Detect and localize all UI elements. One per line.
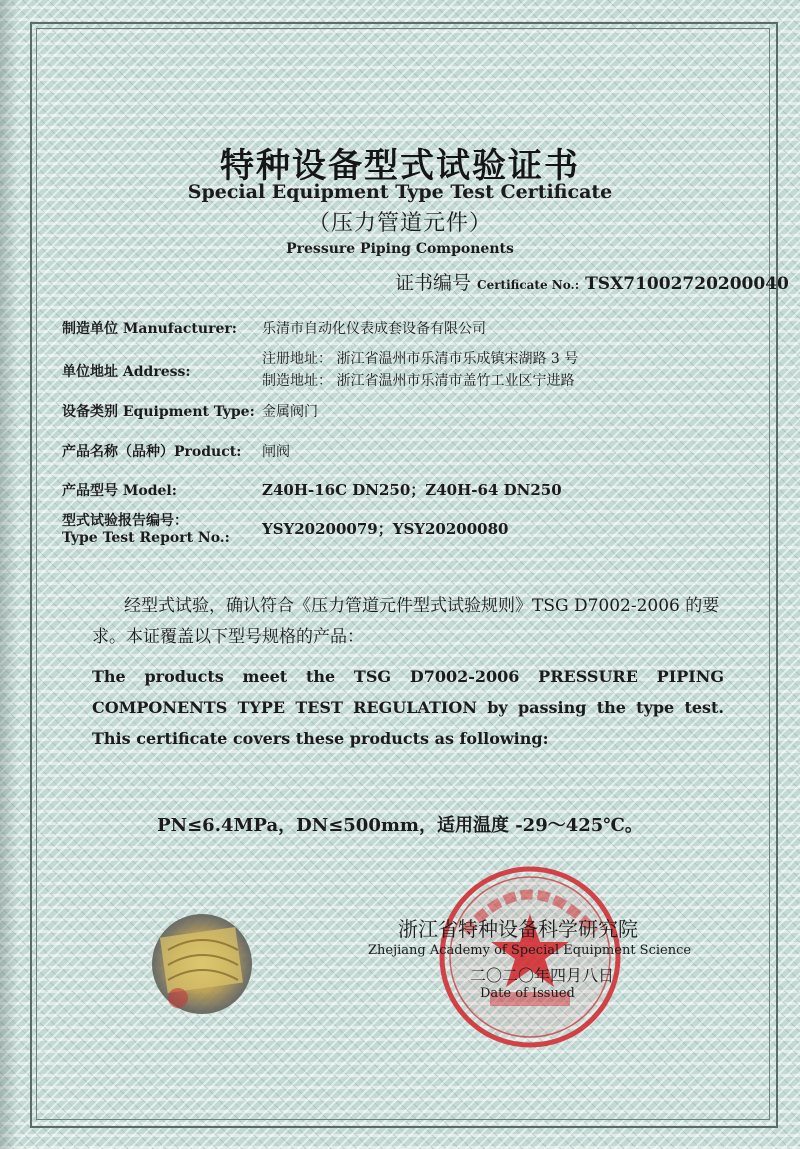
subtitle-chinese: （压力管道元件） xyxy=(307,211,492,236)
subtitle-english: Pressure Piping Components xyxy=(286,241,514,257)
certificate-number-line xyxy=(395,268,789,295)
report-label-cn: 型式试验报告编号： xyxy=(62,513,188,529)
manufacturer-label: 制造单位 Manufacturer: xyxy=(62,321,237,337)
issuer-name-en: Zhejiang Academy of Special Equipment Science xyxy=(368,943,692,958)
issue-date-label: Date of Issued xyxy=(480,986,575,1001)
title-english: Special Equipment Type Test Certificate xyxy=(187,181,613,203)
certificate-number-value: TSX71002720200040 xyxy=(585,274,789,294)
conformity-paragraph-en: The products meet the TSG D7002-2006 PRESSURE PIPING COMPONENTS TYPE TEST REGULATION by passing the type test. This certificate covers these products as following: xyxy=(92,667,724,748)
report-value: YSY20200079；YSY20200080 xyxy=(262,520,509,538)
equipment-type-value: 金属阀门 xyxy=(262,404,318,420)
report-label-en: Type Test Report No.: xyxy=(62,530,230,546)
issuer-name-cn: 浙江省特种设备科学研究院 xyxy=(398,917,638,941)
product-label: 产品名称（品种）Product: xyxy=(62,444,242,460)
equipment-type-label: 设备类别 Equipment Type: xyxy=(62,404,255,420)
manufacturing-address: 制造地址： 浙江省温州市乐清市盖竹工业区宁进路 xyxy=(262,373,575,389)
hologram-seal xyxy=(150,910,255,1018)
covered-specification: PN≤6.4MPa，DN≤500mm，适用温度 -29～425℃。 xyxy=(157,815,643,836)
model-label: 产品型号 Model: xyxy=(62,483,177,499)
conformity-paragraph-cn: 经型式试验，确认符合《压力管道元件型式试验规则》TSG D7002-2006 的要求。本证覆盖以下型号规格的产品： xyxy=(92,596,720,647)
issue-date-cn: 二〇二〇年四月八日 xyxy=(470,966,615,985)
product-value: 闸阀 xyxy=(262,444,290,460)
title-chinese: 特种设备型式试验证书 xyxy=(220,146,580,186)
manufacturer-value: 乐清市自动化仪表成套设备有限公司 xyxy=(262,321,486,337)
address-label: 单位地址 Address: xyxy=(62,364,191,380)
registered-address: 注册地址： 浙江省温州市乐清市乐成镇宋湖路 3 号 xyxy=(262,351,579,367)
certificate-number-label-en: Certificate No.: xyxy=(477,278,580,292)
model-value: Z40H-16C DN250；Z40H-64 DN250 xyxy=(262,481,562,499)
certificate-number-label-cn: 证书编号 xyxy=(395,272,472,294)
